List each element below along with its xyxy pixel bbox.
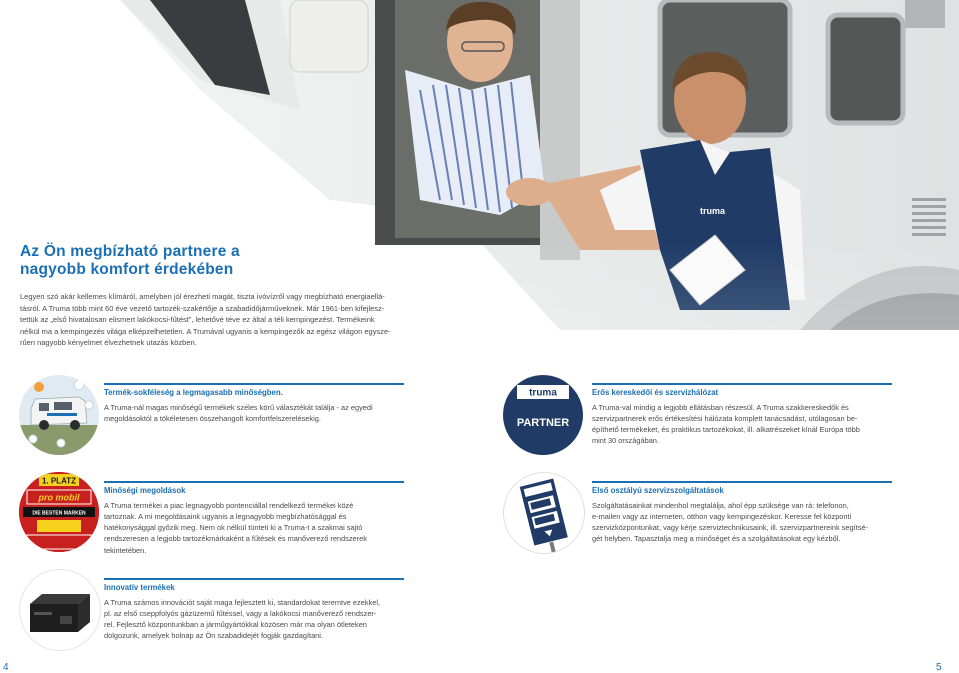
feature-line: e-mailen vagy az interneten, otthon vagy kempingezéskor. Keresse fel központi xyxy=(592,511,852,521)
vest-logo: truma xyxy=(700,206,726,216)
divider xyxy=(104,481,404,483)
feature-line: gét helyben. Tapasztalja meg a minőséget és a szolgáltatásokat egy kézből. xyxy=(592,534,841,544)
feature-service xyxy=(592,481,892,545)
feature-title: Innovatív termékek xyxy=(104,582,175,592)
partner-badge-icon xyxy=(503,375,583,455)
feature-title: Termék-sokféleség a legmagasabb minőségben. xyxy=(104,387,283,397)
feature-line: építhető termékeket, és praktikus tartozékokat, ill. alkatrészeket kínál Európa több xyxy=(592,425,860,435)
feature-line: rel. Fejlesztő központunkban a járműgyártókkal közösen már ma olyan ötleteken xyxy=(104,620,367,630)
feature-line: A Truma-nál magas minőségű termékek széles körű választékát találja - az egyedi xyxy=(104,402,373,412)
feature-body xyxy=(104,597,404,642)
feature-title: Első osztályú szervizszolgáltatások xyxy=(592,485,724,495)
feature-title: Erős kereskedői és szervizhálózat xyxy=(592,387,719,397)
feature-line: pl. az első cseppfolyós gázüzemű fűtéssel, vagy a lakókocsi manőverező rendszer- xyxy=(104,608,377,618)
partner-badge-logo: truma xyxy=(529,387,557,399)
divider xyxy=(104,578,404,580)
feature-line: szervizközpontunkat, vagy kérje szerviztechnikusaink, ill. szervizpartnereink segítsé- xyxy=(592,523,869,533)
feature-dealer-network xyxy=(592,383,892,447)
partner-badge-label: PARTNER xyxy=(516,417,570,429)
award-badge-icon xyxy=(19,472,99,552)
service-sign-icon xyxy=(503,472,585,554)
feature-innovative-products xyxy=(104,578,404,642)
intro-line: rűen nagyobb kényelmet élvezhetnek utazás közben. xyxy=(20,338,197,348)
feature-line: tartoznak. A mi megoldásaink ugyanis a legnagyobb megbízhatósággal és xyxy=(104,511,347,521)
divider xyxy=(592,383,892,385)
feature-body xyxy=(592,402,892,447)
feature-line: szervizpartnerek erős értékesítési hálózata komplett tanácsadást, utólagosan be- xyxy=(592,413,858,423)
feature-line: hatékonysággal győzik meg. Nem ok nélkül tünteti ki a Truma-t a szakmai sajtó xyxy=(104,523,363,533)
divider xyxy=(592,481,892,483)
heater-product-icon xyxy=(19,569,101,651)
award-tagline: DIE BESTEN MARKEN xyxy=(32,510,86,517)
page-title-line-1: Az Ön megbízható partnere a xyxy=(20,243,240,260)
feature-line: dolgozunk, amelyek holnap az Ön szabadidejét fogják gazdagítani. xyxy=(104,631,323,641)
page-number-left: 4 xyxy=(3,662,9,673)
intro-line: Legyen szó akár kellemes klímáról, amelyben jól érezheti magát, tiszta ivóvízről vagy megbízható energiaellá- xyxy=(20,292,385,301)
feature-title: Minőségi megoldások xyxy=(104,485,186,495)
motorhome-illustration-icon xyxy=(19,375,99,455)
award-rank: 1. PLATZ xyxy=(41,476,77,486)
feature-line: A Truma termékei a piac legnagyobb pontenciállal rendelkező termékei közé xyxy=(104,500,354,510)
intro-line: nélkül ma a kempingezés világa elképzelhetetlen. A Trumával ugyanis a kempingezők az egész világon egysze- xyxy=(20,326,391,336)
page-title-line-2: nagyobb komfort érdekében xyxy=(20,261,234,278)
award-magazine: pro mobil xyxy=(38,492,80,503)
feature-line: rendszeresen a legjobb tartozékmárkaként a fűtések és manőverező rendszerek xyxy=(104,534,367,544)
feature-line: tekintetében. xyxy=(104,545,147,555)
feature-product-range xyxy=(104,383,404,424)
feature-quality-solutions xyxy=(104,481,404,556)
feature-line: A Truma számos innovációt saját maga fejlesztett ki, standardokat teremtve ezekkel, xyxy=(104,597,381,607)
intro-paragraph xyxy=(20,291,570,349)
divider xyxy=(104,383,404,385)
page-title xyxy=(20,243,240,279)
intro-line: tettük az „első hivatalosan elismert lakókocsi-fűtést”, lehetővé téve ez által a téli kempingezést. Termékeink xyxy=(20,315,375,325)
feature-body xyxy=(104,402,404,425)
feature-body xyxy=(104,500,404,556)
intro-line: tásról. A Truma több mint 60 éve vezető tartozék-szakértője a szabadidőjárműveknek. Már 1961-ben kifejlesz- xyxy=(20,303,385,313)
feature-line: A Truma-val mindig a legjobb ellátásban részesül. A Truma szakkereskedők és xyxy=(592,402,849,412)
page-number-right: 5 xyxy=(936,662,942,673)
hero-photo xyxy=(0,0,959,330)
feature-body xyxy=(592,500,892,545)
feature-line: mint 30 országában. xyxy=(592,436,659,446)
feature-line: Szolgáltatásainkat mindenhol megtalálja, ahol épp szüksége van rá: telefonon, xyxy=(592,500,849,510)
feature-line: megoldásoktól a tökéletesen összehangolt komfortfelszerelésekig. xyxy=(104,413,321,423)
